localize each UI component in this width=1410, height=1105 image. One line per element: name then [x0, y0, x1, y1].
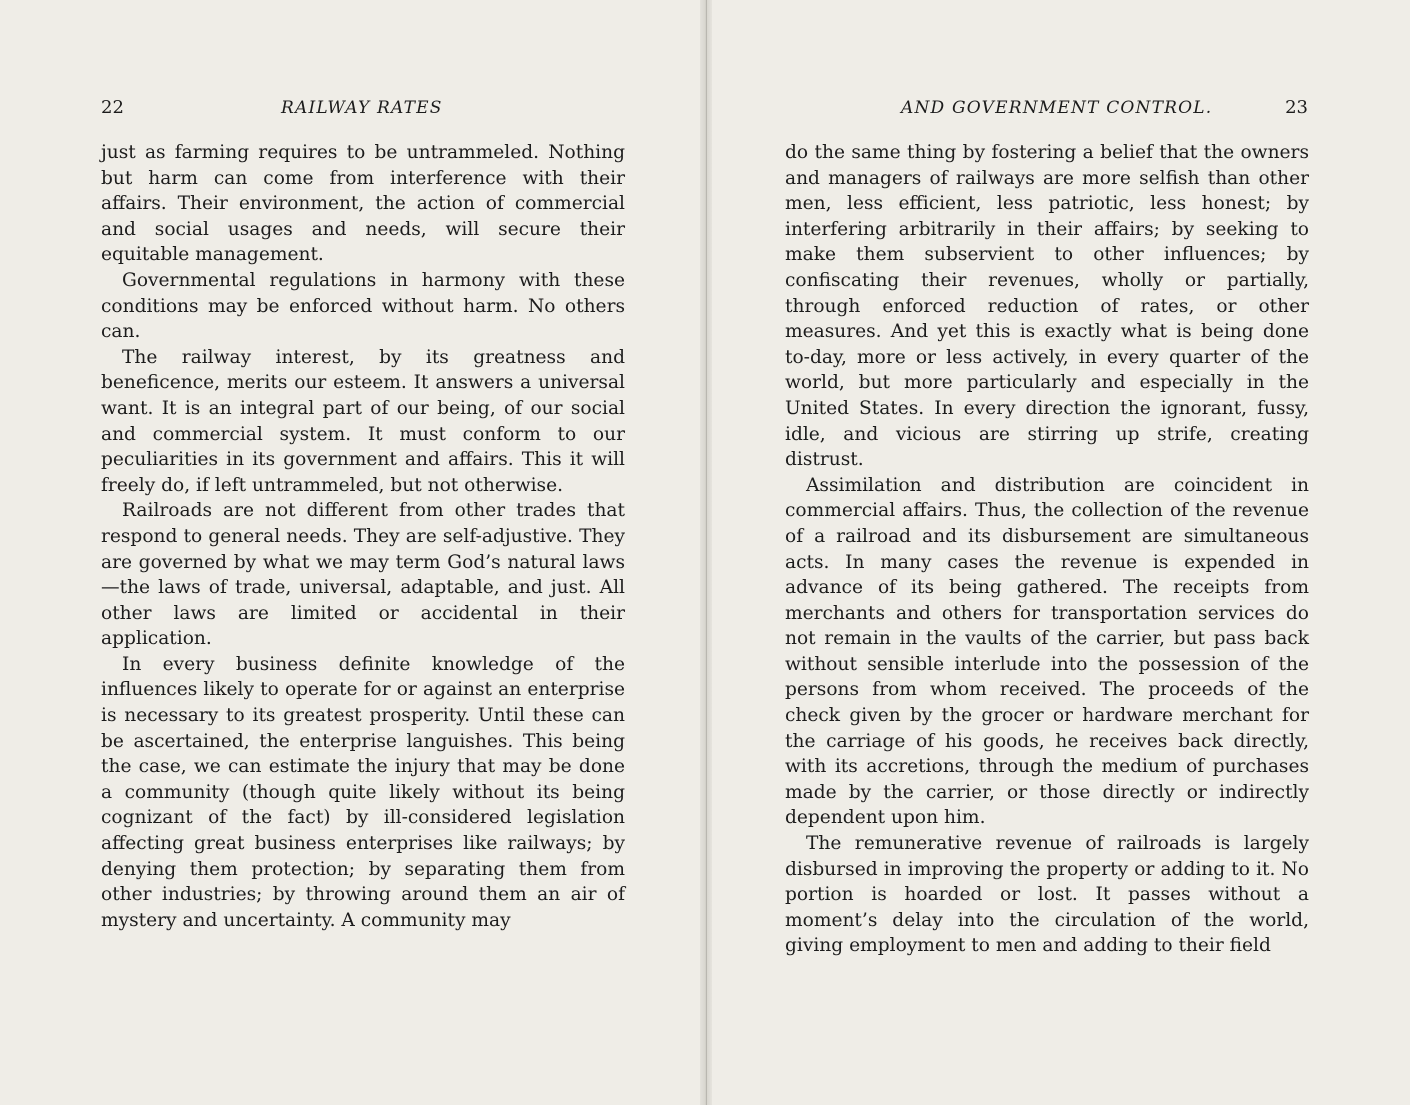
paragraph: Assimilation and distribution are coincident in commercial affairs. Thus, the collection of the revenue of a railroad and its disbursement are simultaneous acts. In many cases the revenue is expended in advance of its being gathered. The receipts from merchants and others for transportation services do not remain in the vaults of the carrier, but pass back without sensible interlude into the possession of the persons from whom received. The proceeds of the check given by the grocer or hardware merchant for the carriage of his goods, he receives back directly, with its accretions, through the medium of purchases made by the carrier, or those directly or indirectly dependent upon him.: [785, 474, 1309, 829]
paragraph: Governmental regulations in harmony with these conditions may be enforced without harm. No others can.: [101, 269, 625, 343]
left-page-body: [101, 140, 625, 933]
left-page: [0, 0, 700, 1105]
right-running-head: AND GOVERNMENT CONTROL.: [901, 98, 1213, 118]
paragraph: The remunerative revenue of railroads is largely disbursed in improving the property or adding to it. No portion is hoarded or lost. It passes without a moment’s delay into the circulation of the world, giving employment to men and adding to their field: [785, 833, 1309, 957]
paragraph: do the same thing by fostering a belief that the owners and managers of railways are more selfish than other men, less efficient, less patriotic, less honest; by interfering arbitrarily in their affairs; by seeking to make them subservient to other influences; by confiscating their revenues, wholly or partially, through enforced reduction of rates, or other measures. And yet this is exactly what is being done to-day, more or less actively, in every quarter of the world, but more particularly and especially in the United States. In every direction the ignorant, fussy, idle, and vicious are stirring up strife, creating distrust.: [785, 142, 1309, 471]
left-page-number: 22: [101, 97, 124, 118]
paragraph: The railway interest, by its greatness and beneficence, merits our esteem. It answers a universal want. It is an integral part of our being, of our social and commercial system. It must conform to our peculiarities in its government and affairs. This it will freely do, if left untrammeled, but not otherwise.: [101, 346, 625, 496]
gutter-fold-line: [706, 0, 707, 1105]
left-running-head: RAILWAY RATES: [281, 98, 443, 118]
right-page: [710, 0, 1410, 1105]
right-page-header: [785, 96, 1308, 120]
paragraph: In every business definite knowledge of the influences likely to operate for or against an enterprise is necessary to its greatest prosperity. Until these can be ascertained, the enterprise languishes. This being the case, we can estimate the injury that may be done a community (though quite likely without its being cognizant of the fact) by ill-considered legislation affecting great business enterprises like railways; by denying them protection; by separating them from other industries; by throwing around them an air of mystery and uncertainty. A community may: [101, 653, 625, 931]
paragraph: Railroads are not different from other trades that respond to general needs. They are self-adjustive. They are governed by what we may term God’s natural laws—the laws of trade, universal, adaptable, and just. All other laws are limited or accidental in their application.: [101, 500, 625, 650]
paragraph: just as farming requires to be untrammeled. Nothing but harm can come from interference with their affairs. Their environment, the action of commercial and social usages and needs, will secure their equitable management.: [101, 142, 625, 266]
right-page-body: [785, 140, 1309, 959]
left-page-header: [101, 96, 625, 120]
right-page-number: 23: [1285, 97, 1308, 118]
